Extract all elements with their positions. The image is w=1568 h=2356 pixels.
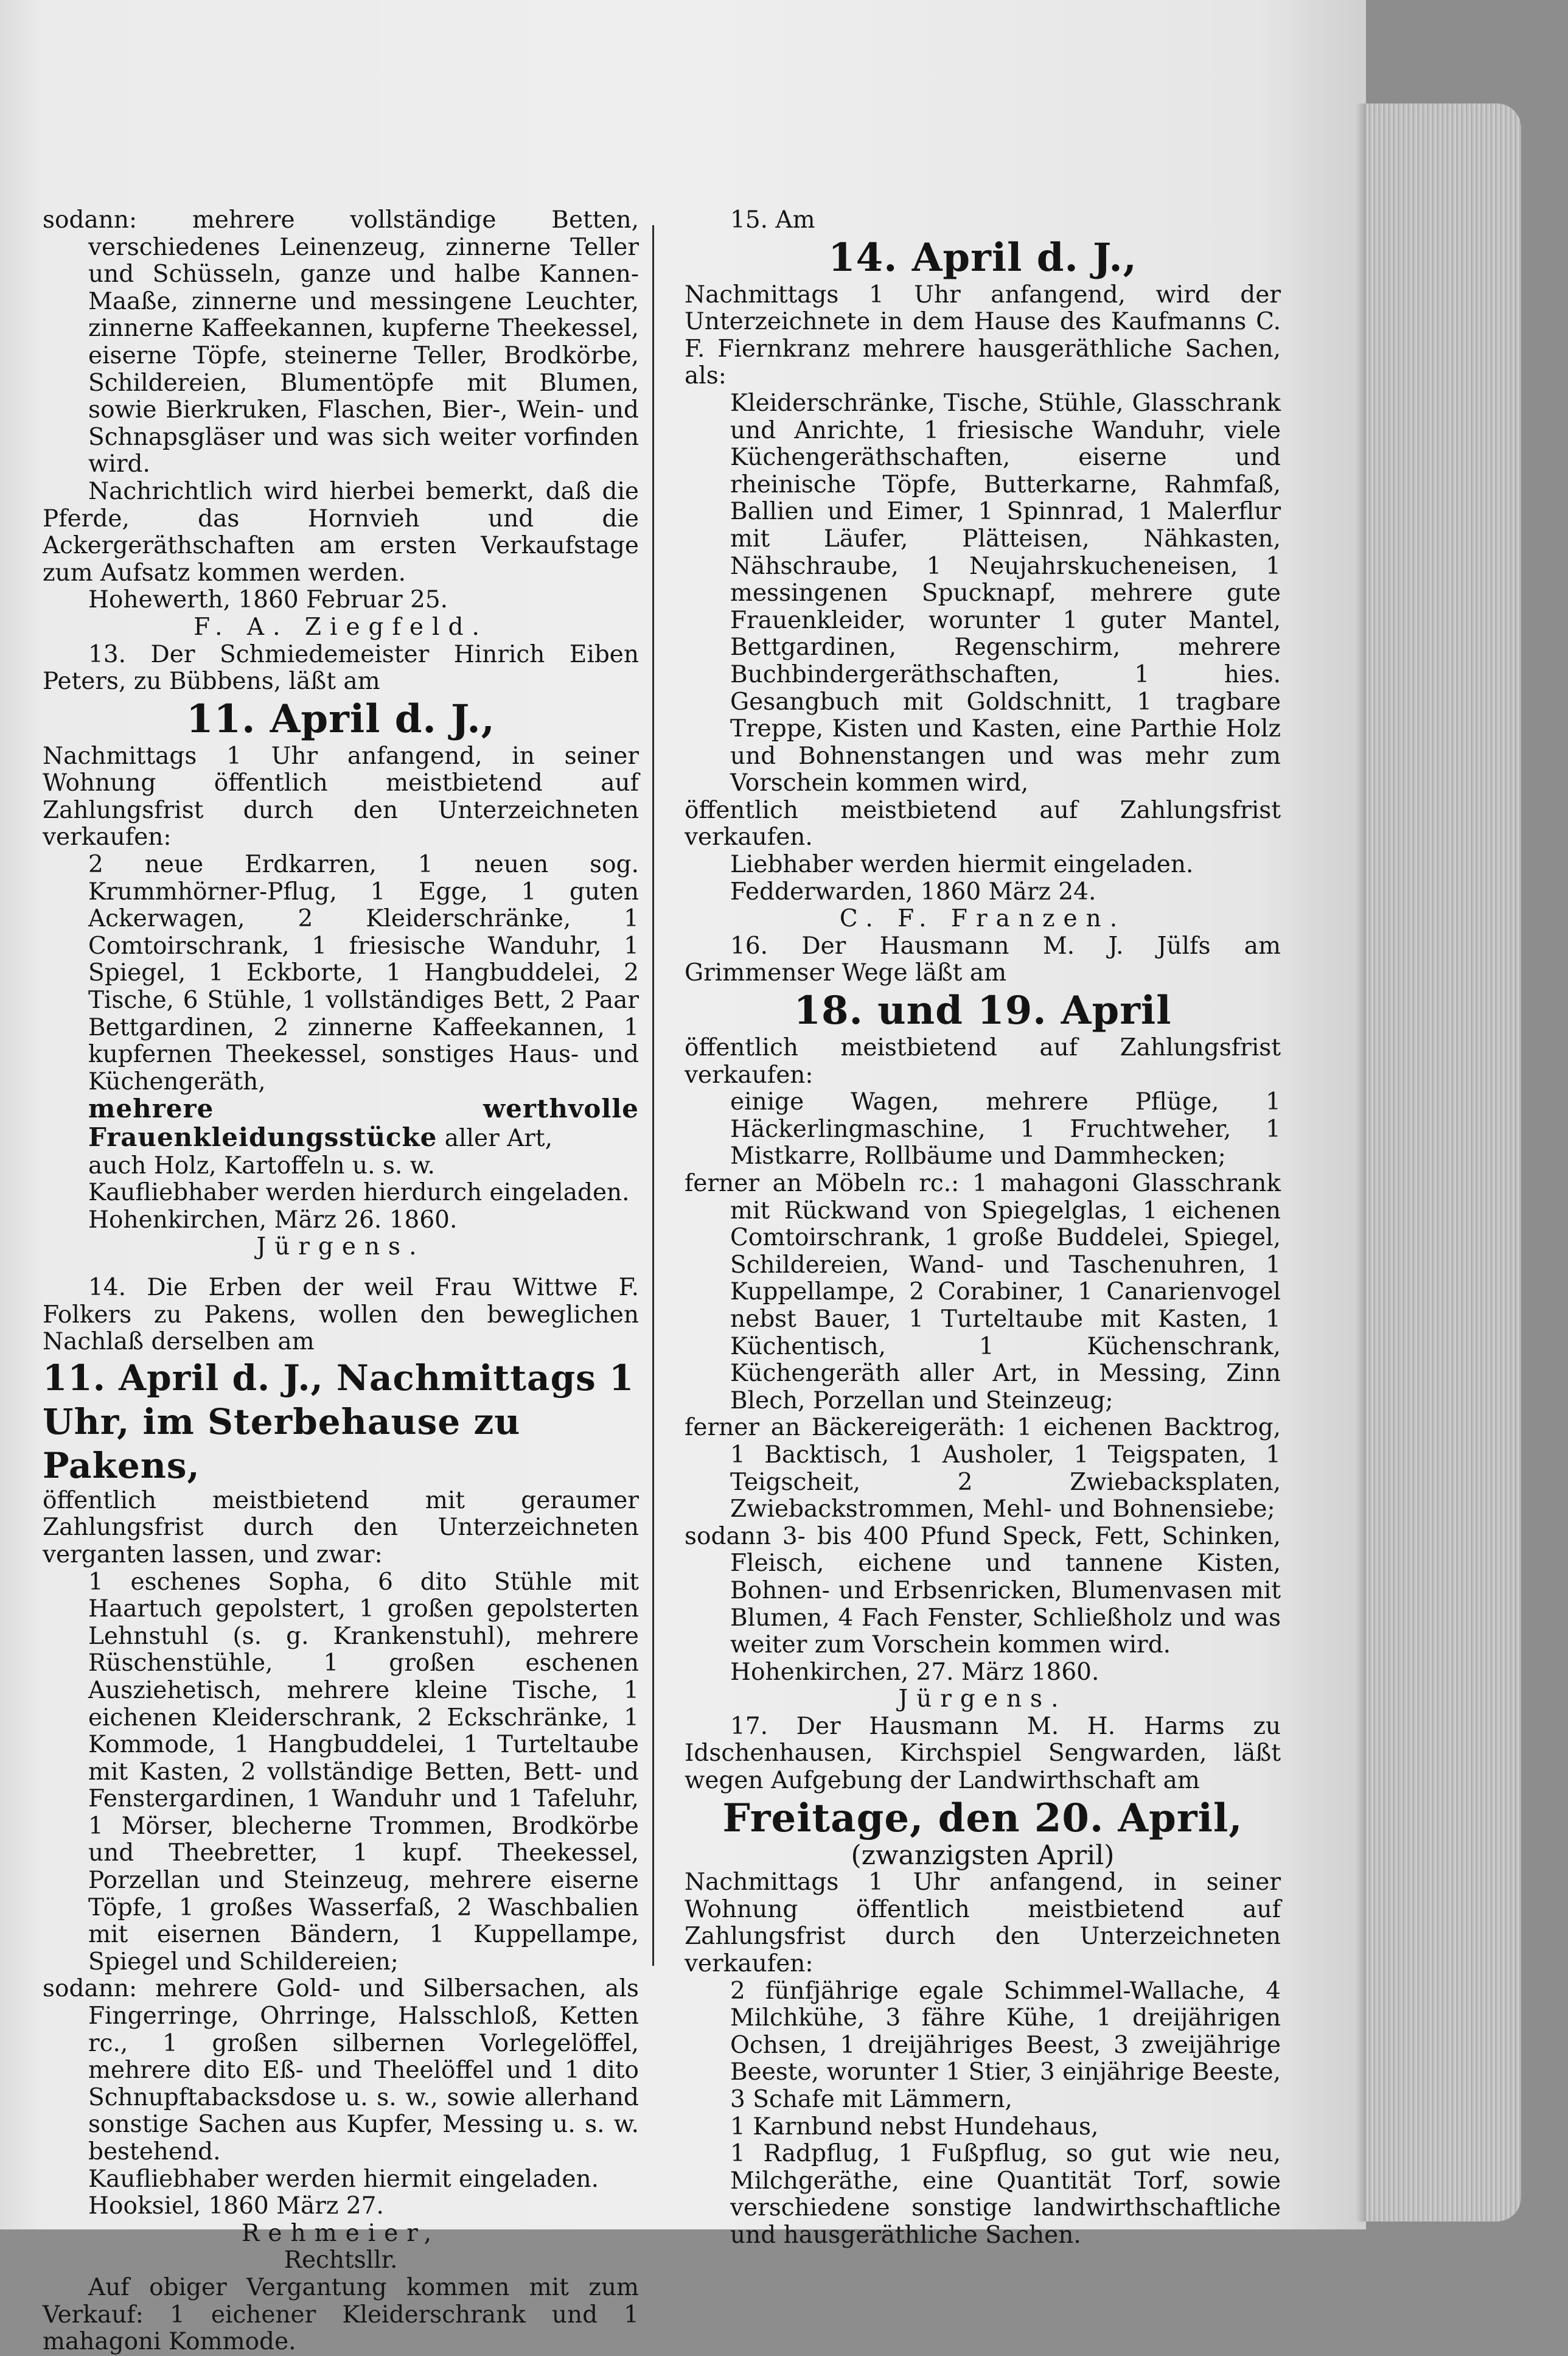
notice-17-terms: Nachmittags 1 Uhr anfangend, in seiner Wohnung öffentlich meistbietend auf Zahlungsfrist durch den Unterzeichneten verkaufen: [685, 1868, 1281, 1978]
notice-13-highlight-rest: aller Art, [437, 1125, 552, 1152]
right-column [685, 207, 1281, 2249]
notice-17-intro: 17. Der Hausmann M. H. Harms zu Idschenhausen, Kirchspiel Sengwarden, läßt wegen Aufgebung der Landwirthschaft am [685, 1712, 1281, 1795]
notice-14-signature-title: Rechtsllr. [284, 2246, 398, 2274]
notice-13-terms: Nachmittags 1 Uhr anfangend, in seiner Wohnung öffentlich meistbietend auf Zahlungsfrist durch den Unterzeichneten verkaufen: [43, 742, 639, 851]
notice-17-date-heading: Freitage, den 20. April, [722, 1795, 1243, 1841]
notice-15-intro: 15. Am [730, 206, 815, 234]
notice-16-signature: Jürgens. [898, 1685, 1067, 1713]
notice-16-terms: öffentlich meistbietend auf Zahlungsfrist verkaufen: [685, 1034, 1281, 1089]
notice-16-intro: 16. Der Hausmann M. J. Jülfs am Grimmenser Wege läßt am [685, 932, 1281, 987]
notice-13-highlight [43, 1096, 639, 1152]
notice-13-highlight-bold: mehrere werthvolle Frauenkleidungsstücke [88, 1094, 639, 1152]
notice-13-date-heading: 11. April d. J., [186, 696, 495, 742]
notice-16-date-heading: 18. und 19. April [793, 988, 1172, 1034]
notice-13-signature: Jürgens. [256, 1233, 425, 1261]
notice-16-furniture: ferner an Möbeln rc.: 1 mahagoni Glasschrank mit Rückwand von Spiegelglas, 1 eichenen Comtoirschrank, 1 große Buddelei, Spiegel, Schildereien, Wand- und Taschenuhren, 1 Kuppellampe, 2 Corabiner, 1 Canarienvogel nebst Bauer, 1 Turteltaube mit Kasten, 1 Küchentisch, 1 Küchenschrank, Küchengeräth aller Art, in Messing, Zinn Blech, Porzellan und Steinzeug; [685, 1170, 1281, 1414]
notice-12-remark: Nachrichtlich wird hierbei bemerkt, daß die Pferde, das Hornvieh und die Ackergeräthschaften am ersten Verkaufstage zum Aufsatz kommen werden. [43, 477, 639, 587]
notice-17-dog: 1 Karnbund nebst Hundehaus, [730, 2113, 1099, 2141]
notice-14-intro: 14. Die Erben der weil Frau Wittwe F. Folkers zu Pakens, wollen den beweglichen Nachlaß derselben am [43, 1273, 639, 1356]
column-divider [652, 225, 654, 1966]
notice-13-items: 2 neue Erdkarren, 1 neuen sog. Krummhörner-Pflug, 1 Egge, 1 guten Ackerwagen, 2 Kleiderschränke, 1 Comtoirschrank, 1 friesische Wanduhr, 1 Spiegel, 1 Eckborte, 1 Hangbuddelei, 2 Tische, 6 Stühle, 1 vollständiges Bett, 2 Paar Bettgardinen, 2 zinnerne Kaffeekannen, 1 kupfernen Theekessel, sonstiges Haus- und Küchengeräth, [88, 851, 639, 1096]
notice-13-extra: auch Holz, Kartoffeln u. s. w. [88, 1152, 435, 1180]
book-page-edges [1366, 103, 1521, 2221]
notice-16-bakery: ferner an Bäckereigeräth: 1 eichenen Backtrog, 1 Backtisch, 1 Ausholer, 1 Teigspaten, 1 Teigscheit, 2 Zwiebacksplaten, Zwiebackstrommen, Mehl- und Bohnensiebe; [685, 1414, 1281, 1523]
notice-15-date-heading: 14. April d. J., [828, 234, 1137, 281]
notice-17-date-subheading: (zwanzigsten April) [851, 1839, 1115, 1871]
notice-15-signature: C. F. Franzen. [839, 905, 1126, 933]
left-column [43, 207, 639, 2356]
notice-13-intro: 13. Der Schmiedemeister Hinrich Eiben Peters, zu Bübbens, läßt am [43, 640, 639, 696]
notice-16-date: Hohenkirchen, 27. März 1860. [730, 1658, 1099, 1686]
notice-14-date: Hooksiel, 1860 März 27. [88, 2192, 384, 2220]
notice-15-items: Kleiderschränke, Tische, Stühle, Glasschrank und Anrichte, 1 friesische Wanduhr, viele Küchengeräthschaften, eiserne und rheinische Töpfe, Butterkarne, Rahmfaß, Ballien und Eimer, 1 Spinnrad, 1 Malerflur mit Läufer, Plätteisen, Nähkasten, Nähschraube, 1 Neujahrskucheneisen, 1 messingenen Spucknapf, mehrere gute Frauenkleider, worunter 1 guter Mantel, Bettgardinen, Regenschirm, mehrere Buchbindergeräthschaften, 1 hies. Gesangbuch mit Goldschnitt, 1 tragbare Treppe, Kisten und Kasten, eine Parthie Holz und Bohnenstangen und was mehr zum Vorschein kommen wird, [730, 389, 1281, 797]
notice-14-valuables: sodann: mehrere Gold- und Silbersachen, als Fingerringe, Ohrringe, Halsschloß, Ketten rc., 1 großen silbernen Vorlegelöffel, mehrere dito Eß- und Theelöffel und 1 dito Schnupftabacksdose u. s. w., sowie allerhand sonstige Sachen aus Kupfer, Messing u. s. w. bestehend. [43, 1975, 639, 2165]
notice-14-terms: öffentlich meistbietend mit geraumer Zahlungsfrist durch den Unterzeichneten verganten lassen, und zwar: [43, 1486, 639, 1568]
notice-12-continuation: sodann: mehrere vollständige Betten, verschiedenes Leinenzeug, zinnerne Teller und Schüsseln, ganze und halbe Kannen-Maaße, zinnerne und messingene Leuchter, zinnerne Kaffeekannen, kupferne Theekessel, eiserne Töpfe, steinerne Teller, Brodkörbe, Schildereien, Blumentöpfe mit Blumen, sowie Bierkruken, Flaschen, Bier-, Wein- und Schnapsgläser und was sich weiter vorfinden wird. [43, 206, 639, 478]
notice-15-sale: öffentlich meistbietend auf Zahlungsfrist verkaufen. [685, 796, 1281, 851]
notice-13-date: Hohenkirchen, März 26. 1860. [88, 1206, 458, 1234]
notice-17-equipment: 1 Radpflug, 1 Fußpflug, so gut wie neu, Milchgeräthe, eine Quantität Torf, sowie verschiedene sonstige landwirthschaftliche und hausgeräthliche Sachen. [730, 2140, 1281, 2249]
notice-12-date: Hohewerth, 1860 Februar 25. [88, 586, 448, 614]
notice-14-invite: Kaufliebhaber werden hiermit eingeladen. [88, 2165, 599, 2193]
notice-16-items: einige Wagen, mehrere Pflüge, 1 Häckerlingmaschine, 1 Fruchtweher, 1 Mistkarre, Rollbäume und Dammhecken; [730, 1088, 1281, 1170]
notice-14-date-heading: 11. April d. J., Nachmittags 1 Uhr, im Sterbehause zu Pakens, [43, 1357, 635, 1486]
notice-16-misc: sodann 3- bis 400 Pfund Speck, Fett, Schinken, Fleisch, eichene und tannene Kisten, Bohnen- und Erbsenricken, Blumenvasen mit Blumen, 4 Fach Fenster, Schließholz und was weiter zum Vorschein kommen wird. [685, 1522, 1281, 1659]
notice-12-signature: F. A. Ziegfeld. [193, 613, 488, 641]
notice-14-items: 1 eschenes Sopha, 6 dito Stühle mit Haartuch gepolstert, 1 großen gepolsterten Lehnstuhl (s. g. Krankenstuhl), mehrere Rüschenstühle, 1 großen eschenen Ausziehetisch, mehrere kleine Tische, 1 eichenen Kleiderschrank, 2 Eckschränke, 1 Kommode, 1 Hangbuddelei, 1 Turteltaube mit Kasten, 2 vollständige Betten, Bett- und Fenstergardinen, 1 Wanduhr und 1 Tafeluhr, 1 Mörser, blecherne Trommen, Brodkörbe und Theebretter, 1 kupf. Theekessel, Porzellan und Steinzeug, mehrere eiserne Töpfe, 1 großes Wasserfaß, 2 Waschbalien mit eisernen Bändern, 1 Kuppellampe, Spiegel und Schildereien; [88, 1568, 639, 1976]
notice-13-invite: Kaufliebhaber werden hierdurch eingeladen. [88, 1179, 630, 1207]
notice-15-terms: Nachmittags 1 Uhr anfangend, wird der Unterzeichnete in dem Hause des Kaufmanns C. F. Fiernkranz mehrere hausgeräthliche Sachen, als: [685, 281, 1281, 390]
notice-14-addendum: Auf obiger Vergantung kommen mit zum Verkauf: 1 eichener Kleiderschrank und 1 mahagoni Kommode. [43, 2273, 639, 2356]
notice-15-date: Fedderwarden, 1860 März 24. [730, 878, 1096, 906]
notice-17-livestock: 2 fünfjährige egale Schimmel-Wallache, 4 Milchkühe, 3 fähre Kühe, 1 dreijährigen Ochsen, 1 dreijähriges Beest, 3 zweijährige Beeste, worunter 1 Stier, 3 einjährige Beeste, 3 Schafe mit Lämmern, [730, 1977, 1281, 2113]
notice-14-signature: Rehmeier, [242, 2219, 440, 2247]
notice-15-invite: Liebhaber werden hiermit eingeladen. [730, 851, 1194, 879]
